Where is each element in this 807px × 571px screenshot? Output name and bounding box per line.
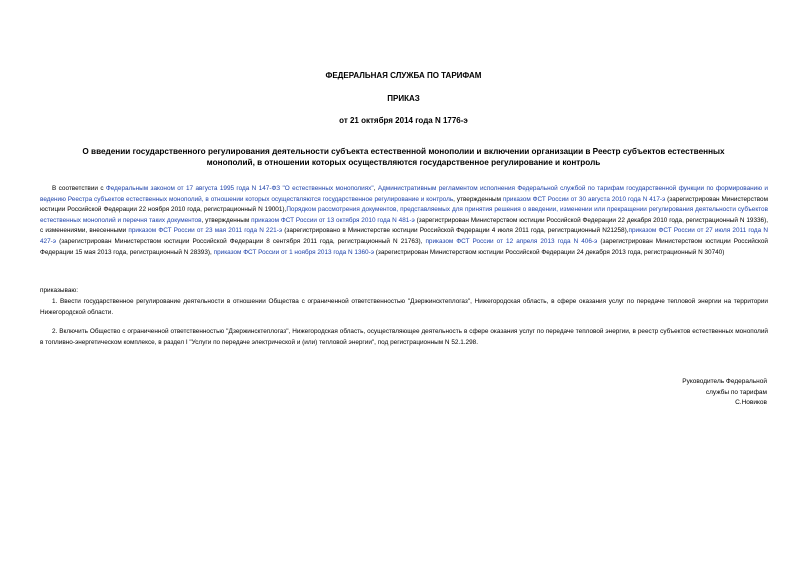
preamble-text: (зарегистрирован Министерством юстиции Российской Федерации 24 декабря 2013 года, регистрационный N 30740) <box>374 248 725 256</box>
preamble-text: (зарегистрировано в Министерстве юстиции Российской Федерации 4 июля 2011 года, регистрационный N21258), <box>282 227 629 235</box>
order-item-2: 2. Включить Общество с ограниченной ответственностью "Дзержинсктеплогаз", Нижегородская область, осуществляющее деятельность в сфере оказания услуг по передаче тепловой энергии, в реестр субъектов естественных монополий в топливно-энергетическом комплексе, в раздел I "Услуги по передаче электрической и (или) тепловой энергии", под регистрационным N 52.1.298. <box>40 328 768 346</box>
link-federal-law-147[interactable]: Федеральным законом от 17 августа 1995 года N 147-ФЗ "О естественных монополиях" <box>105 185 374 192</box>
preamble-text: (зарегистрирован Министерством юстиции Российской Федерации 15 мая 2013 года, регистрационный N 28393), <box>40 237 768 256</box>
preamble-text: , утвержденным <box>453 195 503 203</box>
order-word: приказываю: <box>40 287 78 294</box>
link-procedure-documents[interactable]: Порядком рассмотрения документов, представляемых для принятия решения о введении, изменении или прекращении регулирования деятельности субъектов естественных монополий и перечня таких документов <box>40 206 768 224</box>
link-administrative-regulation[interactable]: Административным регламентом исполнения Федеральной службой по тарифам государственной функции по формированию и ведению Реестра субъектов естественных монополий, в отношении которых осуществляются государственное регулирование и контроль <box>40 185 768 203</box>
preamble-text: (зарегистрирован Министерством юстиции Российской Федерации 22 ноября 2010 года, регистрационный N 19001), <box>40 195 769 214</box>
signature-position-line-1: Руководитель Федеральной <box>682 378 767 385</box>
link-order-427[interactable]: приказом ФСТ России от 27 июля 2011 года N 427-э <box>40 227 768 245</box>
link-order-221[interactable]: приказом ФСТ России от 23 мая 2011 года N 221-э <box>128 227 283 235</box>
signature-name: С.Новиков <box>735 399 767 406</box>
preamble-text: (зарегистрирован Министерством юстиции Российской Федерации 8 сентября 2011 года, регистрационный N 21763), <box>56 237 426 245</box>
link-order-406[interactable]: приказом ФСТ России от 12 апреля 2013 года N 406-э <box>425 237 598 245</box>
preamble-paragraph <box>40 184 768 258</box>
preamble-text: В соответствии с <box>52 185 106 192</box>
title-line-2: монополий, в отношении которых осуществляются государственное регулирование и контроль <box>206 158 601 167</box>
signature-block <box>0 377 767 409</box>
link-order-1360[interactable]: приказом ФСТ России от 1 ноября 2013 года N 1360-э <box>213 248 374 256</box>
preamble-text: , утвержденным <box>201 216 252 224</box>
signature-position-line-2: службы по тарифам <box>705 388 767 396</box>
title-line-1: О введении государственного регулирования деятельности субъекта естественной монополии и включении организации в Реестр субъектов естественных <box>82 147 725 156</box>
agency-name: ФЕДЕРАЛЬНАЯ СЛУЖБА ПО ТАРИФАМ <box>325 71 482 80</box>
link-order-417[interactable]: приказом ФСТ России от 30 августа 2010 года N 417-э <box>502 195 666 203</box>
document-title <box>40 146 767 168</box>
document-type: ПРИКАЗ <box>387 94 420 103</box>
document-date-number: от 21 октября 2014 года N 1776-э <box>339 116 468 125</box>
link-order-481[interactable]: приказом ФСТ России от 13 октября 2010 года N 481-э <box>251 216 415 224</box>
preamble-text: (зарегистрирован Министерством юстиции Российской Федерации 22 декабря 2010 года, регистрационный N 19336), с изменениями, внесенными <box>40 216 769 235</box>
order-item-1: 1. Ввести государственное регулирование деятельности в отношении Общества с ограниченной ответственностью "Дзержинсктеплогаз", Нижегородская область, в сфере оказания услуг по передаче тепловой энергии на территории Нижегородской области. <box>40 298 768 316</box>
preamble-text: , <box>373 185 378 192</box>
